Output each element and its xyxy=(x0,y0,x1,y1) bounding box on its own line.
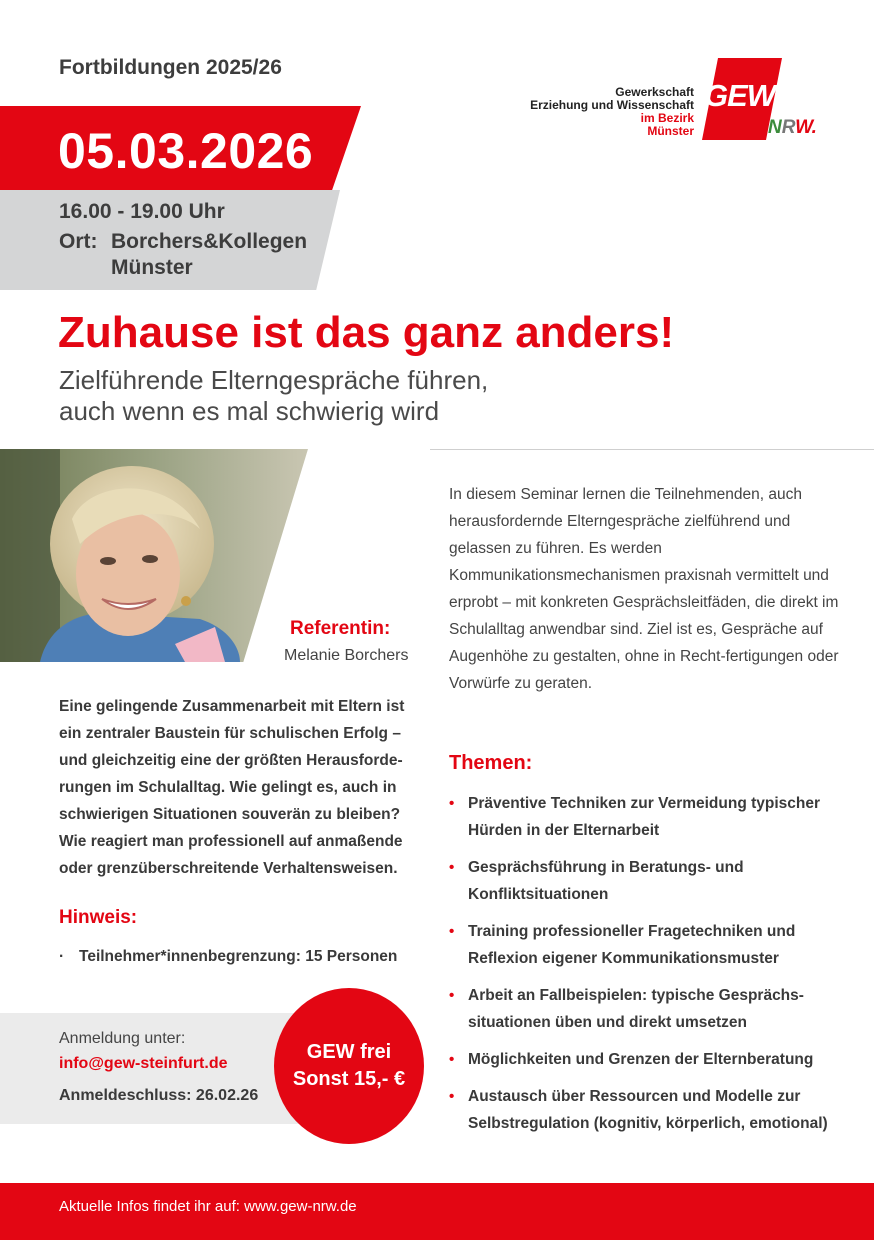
logo-line-1: Gewerkschaft xyxy=(615,85,694,99)
price-line-1: GEW frei xyxy=(306,1041,392,1063)
bullet-icon: • xyxy=(449,987,455,1004)
event-time: 16.00 - 19.00 Uhr xyxy=(59,200,225,223)
registration-deadline: Anmeldeschluss: 26.02.26 xyxy=(59,1087,259,1104)
bullet-icon: • xyxy=(449,923,455,940)
topic-item: • Gesprächsführung in Beratungs- und Konfliktsituationen xyxy=(449,854,839,908)
hint-bullet: · xyxy=(59,948,65,965)
registration-email-link[interactable]: info@gew-steinfurt.de xyxy=(59,1055,228,1072)
nrw-logo-text: NRW. xyxy=(768,117,817,138)
topic-item: • Präventive Techniken zur Vermeidung typischer Hürden in der Elternarbeit xyxy=(449,790,839,844)
registration-label: Anmeldung unter: xyxy=(59,1030,186,1047)
gew-logo-text: GEW xyxy=(704,78,776,113)
hint-text: Teilnehmer*innenbegrenzung: 15 Personen xyxy=(79,948,398,965)
price-line-2: Sonst 15,- € xyxy=(292,1068,406,1090)
bullet-icon: • xyxy=(449,859,455,876)
seminar-description: In diesem Seminar lernen die Teilnehmenden, auch herausfordernde Elterngespräche zielführend und gelassen zu führen. Es werden Kommunikationsmechanismen praxisnah vermittelt und erprobt – mit konkreten Gesprächsleitfäden, die direkt im Schulalltag anwendbar sind. Ziel ist es, Gespräche auf Augenhöhe zu gestalten, ohne in Recht-fertigungen oder Vorwürfe zu geraten. xyxy=(449,486,839,692)
price-badge xyxy=(274,988,424,1144)
divider xyxy=(430,449,874,450)
place-line-2: Münster xyxy=(111,256,193,279)
footer-link[interactable]: Aktuelle Infos findet ihr auf: www.gew-nrw.de xyxy=(59,1198,357,1215)
topics-label: Themen: xyxy=(449,752,533,774)
bullet-icon: • xyxy=(449,1088,455,1105)
speaker-photo xyxy=(0,449,308,662)
series-label: Fortbildungen 2025/26 xyxy=(59,56,282,79)
union-name xyxy=(530,86,694,138)
page-title: Zuhause ist das ganz anders! xyxy=(58,308,675,357)
logo-line-2: Erziehung und Wissenschaft xyxy=(530,98,694,112)
logo-line-3: im Bezirk xyxy=(640,111,694,125)
place-label: Ort: xyxy=(59,230,98,253)
topic-item: • Arbeit an Fallbeispielen: typische Gesprächs-situationen üben und direkt umsetzen xyxy=(449,982,839,1036)
event-date: 05.03.2026 xyxy=(58,123,314,179)
logo-line-4: Münster xyxy=(647,124,694,138)
hint-label: Hinweis: xyxy=(59,907,138,928)
topic-item: • Möglichkeiten und Grenzen der Elternberatung xyxy=(449,1046,839,1073)
hint-item xyxy=(59,948,397,966)
subtitle-line-2: auch wenn es mal schwierig wird xyxy=(59,396,440,426)
topics-list xyxy=(449,790,839,1147)
bullet-icon: • xyxy=(449,795,455,812)
speaker-name: Melanie Borchers xyxy=(284,647,409,664)
intro-text: Eine gelingende Zusammenarbeit mit Eltern ist ein zentraler Baustein für schulischen Erfolg – und gleichzeitig eine der größten Herausforde-rungen im Schulalltag. Wie gelingt es, auch in schwierigen Situationen souverän zu bleiben? Wie reagiert man professionell auf anmaßende oder grenzüberschreitende Verhaltensweisen. xyxy=(59,698,405,877)
bullet-icon: • xyxy=(449,1051,455,1068)
speaker-label: Referentin: xyxy=(290,618,391,639)
subtitle-line-1: Zielführende Elterngespräche führen, xyxy=(59,365,489,395)
topic-item: • Training professioneller Fragetechniken und Reflexion eigener Kommunikationsmuster xyxy=(449,918,839,972)
topic-item: • Austausch über Ressourcen und Modelle zur Selbstregulation (kognitiv, körperlich, emotional) xyxy=(449,1083,839,1137)
place-line-1: Borchers&Kollegen xyxy=(111,230,308,253)
page-subtitle xyxy=(59,365,488,427)
event-place xyxy=(59,229,307,281)
